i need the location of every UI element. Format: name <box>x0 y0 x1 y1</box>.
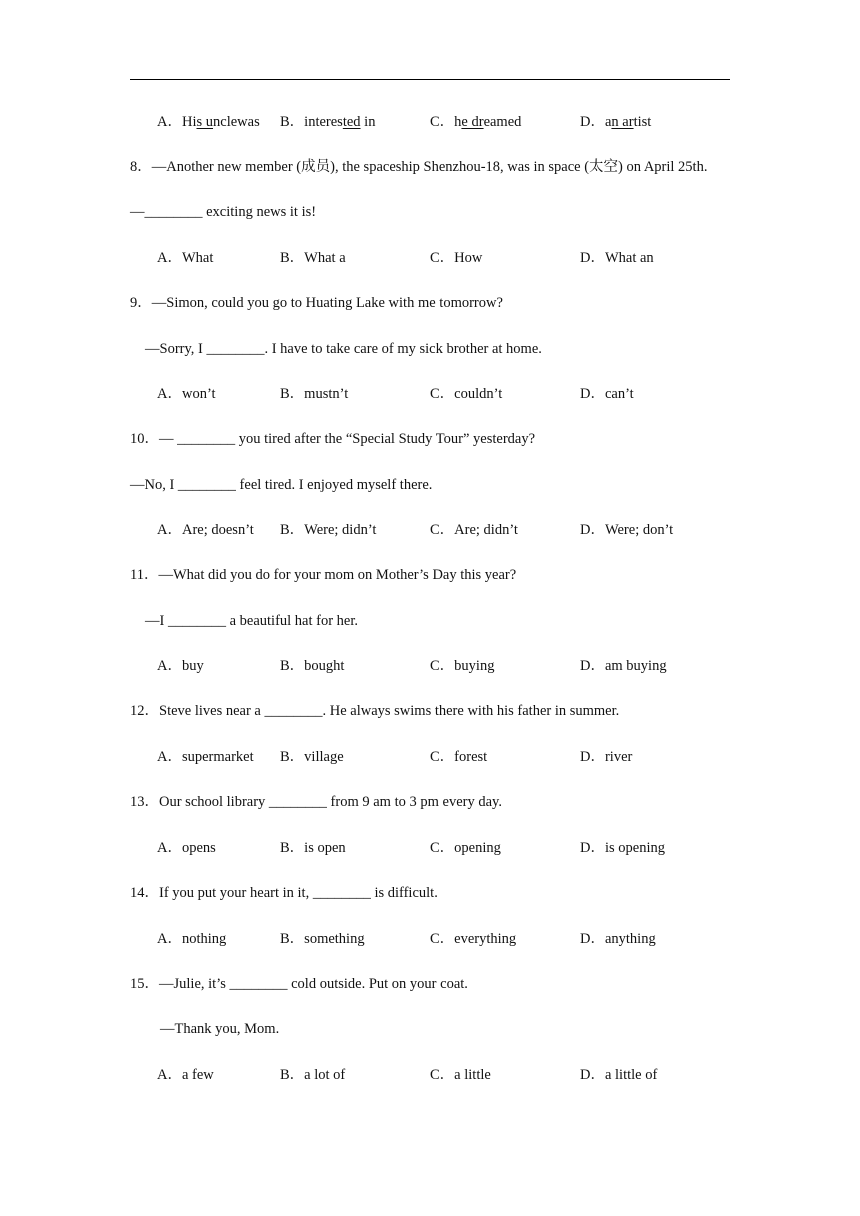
option-8-c[interactable]: C．How <box>430 250 483 266</box>
option-15-d[interactable]: D．a little of <box>580 1067 658 1083</box>
question-13-stem: 13．Our school library ________ from 9 am to 3 pm every day. <box>130 794 502 810</box>
option-8-d[interactable]: D．What an <box>580 250 654 266</box>
option-7-d[interactable]: D．an artist <box>580 114 652 130</box>
option-11-a[interactable]: A．buy <box>157 658 204 674</box>
option-12-b[interactable]: B．village <box>280 749 344 765</box>
question-9-reply: —Sorry, I ________. I have to take care of my sick brother at home. <box>145 341 542 357</box>
option-13-a[interactable]: A．opens <box>157 840 216 856</box>
option-15-b[interactable]: B．a lot of <box>280 1067 346 1083</box>
option-13-d[interactable]: D．is opening <box>580 840 665 856</box>
option-11-c[interactable]: C．buying <box>430 658 495 674</box>
option-13-b[interactable]: B．is open <box>280 840 346 856</box>
option-9-b[interactable]: B．mustn’t <box>280 386 349 402</box>
option-10-d[interactable]: D．Were; don’t <box>580 522 674 538</box>
option-15-c[interactable]: C．a little <box>430 1067 491 1083</box>
option-15-a[interactable]: A．a few <box>157 1067 214 1083</box>
question-11-reply: —I ________ a beautiful hat for her. <box>145 613 359 629</box>
option-14-b[interactable]: B．something <box>280 931 365 947</box>
option-7-b[interactable]: B．interested in <box>280 114 376 130</box>
option-10-a[interactable]: A．Are; doesn’t <box>157 522 254 538</box>
option-7-c[interactable]: C．he dreamed <box>430 114 522 130</box>
question-9-stem: 9．—Simon, could you go to Huating Lake with me tomorrow? <box>130 295 503 311</box>
option-12-c[interactable]: C．forest <box>430 749 488 765</box>
question-15-reply: —Thank you, Mom. <box>160 1021 280 1037</box>
option-9-c[interactable]: C．couldn’t <box>430 386 503 402</box>
question-15-stem: 15．—Julie, it’s ________ cold outside. Put on your coat. <box>130 976 468 992</box>
option-14-c[interactable]: C．everything <box>430 931 517 947</box>
option-12-d[interactable]: D．river <box>580 749 633 765</box>
question-14-stem: 14．If you put your heart in it, ________ is difficult. <box>130 885 438 901</box>
option-8-b[interactable]: B．What a <box>280 250 346 266</box>
question-11-stem: 11．—What did you do for your mom on Mother’s Day this year? <box>130 567 517 583</box>
question-12-stem: 12．Steve lives near a ________. He always swims there with his father in summer. <box>130 703 620 719</box>
option-14-d[interactable]: D．anything <box>580 931 656 947</box>
question-10-reply: —No, I ________ feel tired. I enjoyed myself there. <box>130 477 433 493</box>
question-10-stem: 10．— ________ you tired after the “Special Study Tour” yesterday? <box>130 431 536 447</box>
option-11-b[interactable]: B．bought <box>280 658 345 674</box>
option-10-b[interactable]: B．Were; didn’t <box>280 522 377 538</box>
question-8-stem: 8．—Another new member (成员), the spaceship Shenzhou-18, was in space (太空) on April 25th. <box>130 159 708 175</box>
option-14-a[interactable]: A．nothing <box>157 931 227 947</box>
option-10-c[interactable]: C．Are; didn’t <box>430 522 518 538</box>
option-11-d[interactable]: D．am buying <box>580 658 667 674</box>
option-8-a[interactable]: A．What <box>157 250 214 266</box>
option-12-a[interactable]: A．supermarket <box>157 749 254 765</box>
option-13-c[interactable]: C．opening <box>430 840 501 856</box>
option-9-a[interactable]: A．won’t <box>157 386 216 402</box>
header-rule <box>130 79 730 80</box>
option-7-a[interactable]: A．His unclewas <box>157 114 260 130</box>
option-9-d[interactable]: D．can’t <box>580 386 634 402</box>
question-8-reply: —________ exciting news it is! <box>130 204 317 220</box>
